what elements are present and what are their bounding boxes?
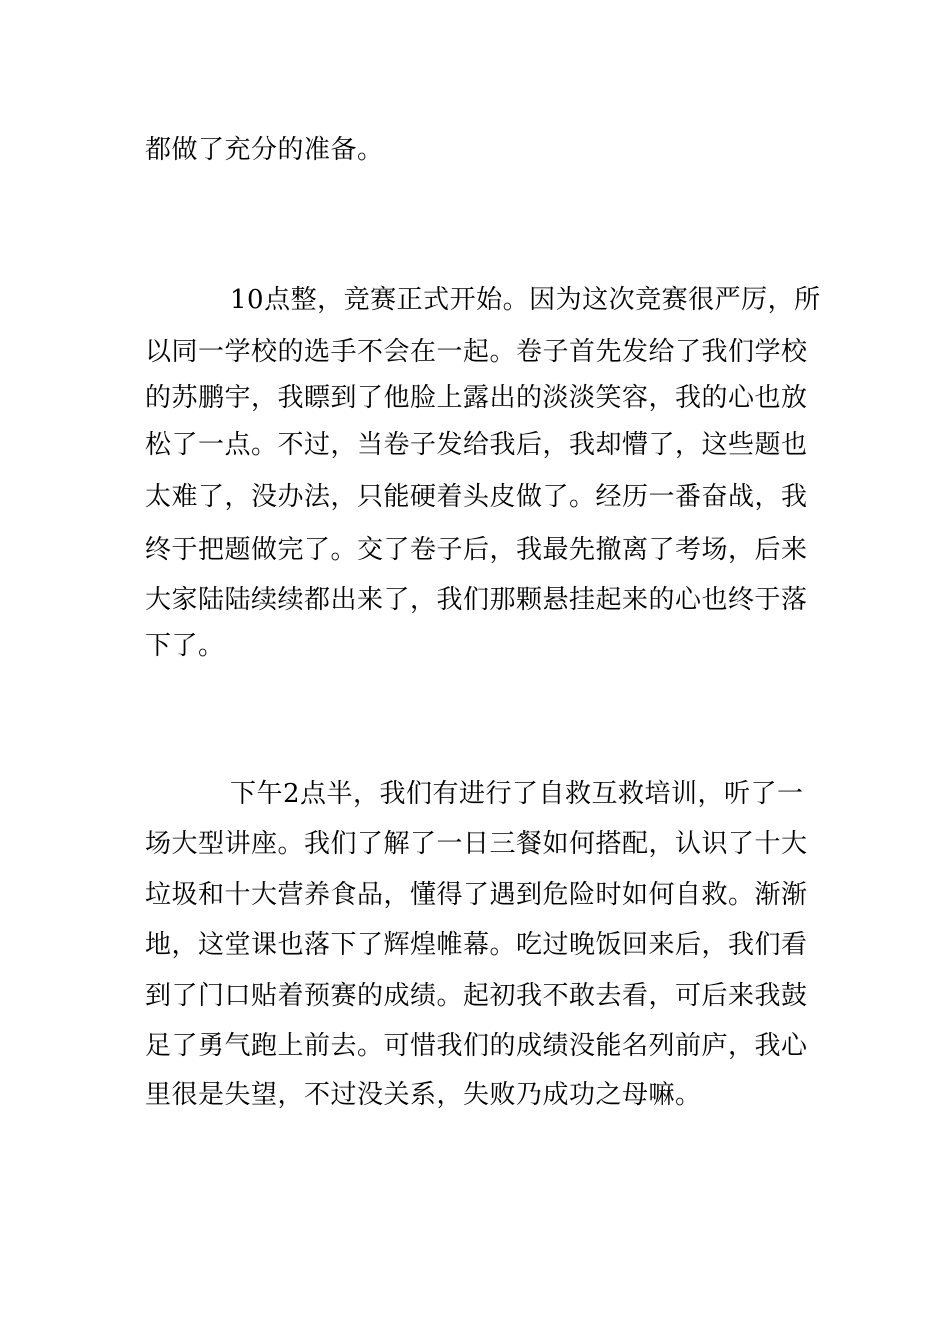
paragraph-3-line-1: 下午2点半，我们有进行了自救互救培训，听了一 (230, 779, 804, 809)
paragraph-2-line-5: 太难了，没办法，只能硬着头皮做了。经历一番奋战，我 (145, 482, 808, 512)
paragraph-3-line-4: 地，这堂课也落下了辉煌帷幕。吃过晚饭回来后，我们看 (145, 930, 808, 960)
paragraph-2-line-8: 下了。 (145, 631, 225, 661)
paragraph-2-line-3: 的苏鹏宇，我瞟到了他脸上露出的淡淡笑容，我的心也放 (145, 383, 808, 413)
paragraph-3-line-3: 垃圾和十大营养食品，懂得了遇到危险时如何自救。渐渐 (145, 880, 808, 910)
paragraph-3-line-2: 场大型讲座。我们了解了一日三餐如何搭配，认识了十大 (145, 829, 808, 859)
paragraph-1-line-1: 都做了充分的准备。 (145, 135, 384, 165)
paragraph-3-line-7: 里很是失望，不过没关系，失败乃成功之母嘛。 (145, 1080, 702, 1110)
paragraph-2-line-2: 以同一学校的选手不会在一起。卷子首先发给了我们学校 (145, 337, 808, 367)
paragraph-2-line-6: 终于把题做完了。交了卷子后，我最先撤离了考场，后来 (145, 535, 808, 565)
paragraph-3-line-5: 到了门口贴着预赛的成绩。起初我不敢去看，可后来我鼓 (145, 981, 808, 1011)
paragraph-3-line-6: 足了勇气跑上前去。可惜我们的成绩没能名列前庐，我心 (145, 1031, 808, 1061)
paragraph-2-line-1: 10点整，竞赛正式开始。因为这次竞赛很严厉，所 (230, 285, 821, 315)
paragraph-2-line-4: 松了一点。不过，当卷子发给我后，我却懵了，这些题也 (145, 430, 808, 460)
paragraph-2-line-7: 大家陆陆续续都出来了，我们那颗悬挂起来的心也终于落 (145, 585, 808, 615)
